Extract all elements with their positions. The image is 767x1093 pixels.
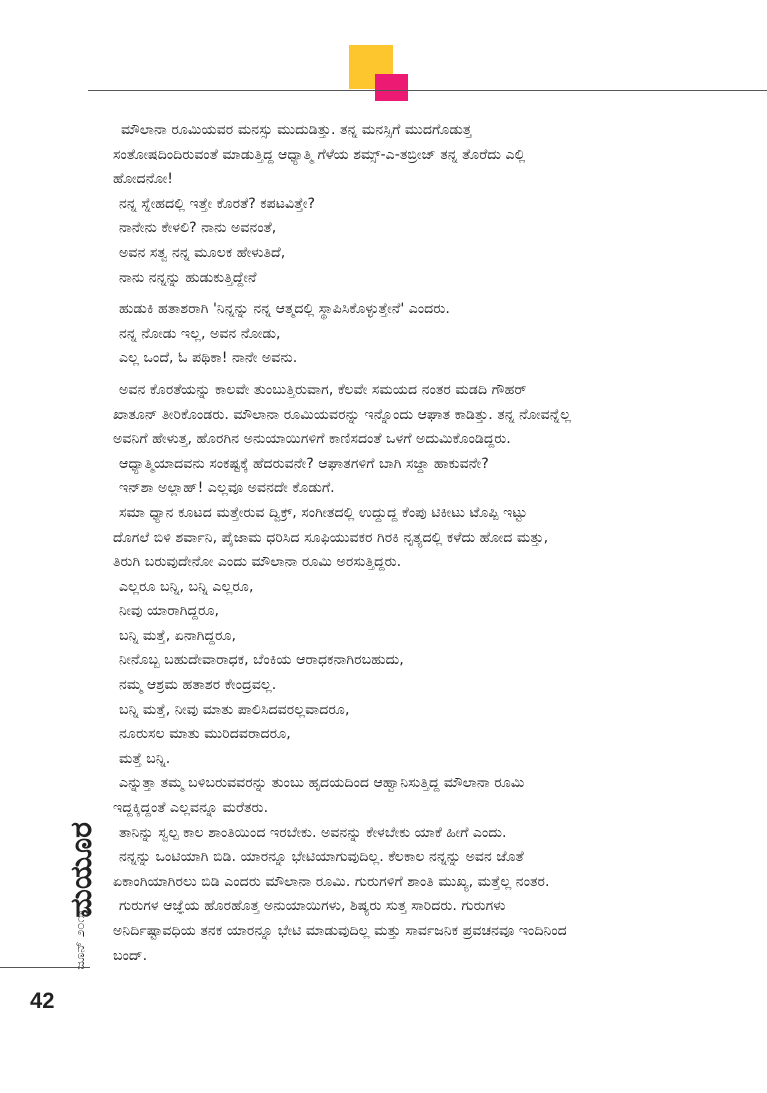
- decorative-pink-square: [375, 74, 408, 101]
- text-line: ಇನ್‌ಶಾ ಅಲ್ಲಾಹ್! ಎಲ್ಲವೂ ಅವನದೇ ಕೊಡುಗೆ.: [119, 480, 335, 497]
- text-line: ಅನಿರ್ದಿಷ್ಟಾವಧಿಯ ತನಕ ಯಾರನ್ನೂ ಭೇಟಿ ಮಾಡುವುದಿಲ್ಲ ಮತ್ತು ಸಾರ್ವಜನಿಕ ಪ್ರವಚನವೂ ಇಂದಿನಿಂದ: [113, 923, 567, 939]
- text-line: ಬನ್ನಿ ಮತ್ತೆ, ನೀವು ಮಾತು ಪಾಲಿಸಿದವರಲ್ಲವಾದರೂ,: [119, 701, 350, 718]
- paragraph-gap: [113, 290, 733, 297]
- text-line: ಏಕಾಂಗಿಯಾಗಿರಲು ಬಿಡಿ ಎಂದರು ಮೌಲಾನಾ ರೂಮಿ. ಗುರುಗಳಿಗೆ ಶಾಂತಿ ಮುಖ್ಯ, ಮತ್ತೆಲ್ಲ ನಂತರ.: [113, 873, 550, 890]
- text-line: ಎನ್ನುತ್ತಾ ತಮ್ಮ ಬಳಿಬರುವವರನ್ನು ತುಂಬು ಹೃದಯದಿಂದ ಆಹ್ವಾನಿಸುತ್ತಿದ್ದ ಮೌಲಾನಾ ರೂಮಿ: [119, 775, 525, 792]
- text-line: ನೀನೊಬ್ಬ ಬಹುದೇವಾರಾಧಕ, ಬೆಂಕಿಯ ಆರಾಧಕನಾಗಿರಬಹುದು,: [119, 652, 404, 669]
- text-line: ಸಂತೋಷದಿಂದಿರುವಂತೆ ಮಾಡುತ್ತಿದ್ದ ಆಧ್ಯಾತ್ಮಿ ಗೆಳೆಯ ಶಮ್ಸ್-ಎ-ತಬ್ರೀಜ್ ತನ್ನ ತೊರೆದು ಎಲ್ಲಿ: [113, 146, 526, 163]
- text-line: ಹೋದನೋ!: [113, 171, 173, 188]
- text-line: ನನ್ನ ನೋಡು ಇಲ್ಲ, ಅವನ ನೋಡು,: [119, 325, 281, 342]
- text-line: ಅವನ ಸತ್ವ ನನ್ನ ಮೂಲಕ ಹೇಳುತಿದೆ,: [119, 244, 286, 261]
- text-line: ನನ್ನನ್ನು ಒಂಟಿಯಾಗಿ ಬಿಡಿ. ಯಾರನ್ನೂ ಭೇಟಿಯಾಗುವುದಿಲ್ಲ. ಕೆಲಕಾಲ ನನ್ನನ್ನು ಅವನ ಜೊತೆ: [119, 849, 524, 866]
- text-line: ಬಂದ್.: [113, 947, 148, 964]
- text-line: ಎಲ್ಲ ಒಂದೆ, ಓ ಪಥಿಕಾ! ನಾನೇ ಅವನು.: [119, 350, 298, 367]
- text-line: ಮತ್ತೆ ಬನ್ನಿ.: [119, 750, 171, 767]
- text-line: ಮೌಲಾನಾ ರೂಮಿಯವರ ಮನಸ್ಸು ಮುದುಡಿತ್ತು. ತನ್ನ ಮನಸ್ಸಿಗೆ ಮುದಗೊಡುತ್ತ: [121, 122, 472, 138]
- text-line: ನಾನು ನನ್ನನ್ನು ಹುಡುಕುತ್ತಿದ್ದೇನೆ: [119, 269, 257, 286]
- text-line: ಇದ್ದಕ್ಕಿದ್ದಂತೆ ಎಲ್ಲವನ್ನೂ ಮರೆತರು.: [113, 800, 269, 817]
- footer-rule: [0, 967, 90, 968]
- text-line: ನೂರುಸಲ ಮಾತು ಮುರಿದವರಾದರೂ,: [119, 726, 291, 743]
- header-rule: [88, 90, 767, 91]
- text-line: ದೊಗಲೆ ಬಿಳಿ ಶರ್ವಾನಿ, ಪೈಜಾಮ ಧರಿಸಿದ ಸೂಫಿಯುವಕರ ಗಿರಕಿ ನೃತ್ಯದಲ್ಲಿ ಕಳೆದು ಹೋದ ಮತ್ತು,: [113, 529, 549, 546]
- text-line: ಖಾತೂನ್ ತೀರಿಕೊಂಡರು. ಮೌಲಾನಾ ರೂಮಿಯವರನ್ನು ಇನ್ನೊಂದು ಆಘಾತ ಕಾಡಿತ್ತು. ತನ್ನ ನೋವನ್ನೆಲ್ಲ: [113, 406, 572, 423]
- paragraph-gap: [113, 371, 733, 378]
- text-line: ಎಲ್ಲರೂ ಬನ್ನಿ, ಬನ್ನಿ ಎಲ್ಲರೂ,: [119, 578, 254, 595]
- issue-date-vertical: ಜೂನ್ ೨೦೧೯: [73, 908, 88, 970]
- text-line: ಅವನಿಗೆ ಹೇಳುತ್ತ, ಹೊರಗಿನ ಅನುಯಾಯಿಗಳಿಗೆ ಕಾಣಿಸದಂತೆ ಒಳಗೆ ಅದುಮಿಕೊಂಡಿದ್ದರು.: [113, 431, 511, 448]
- text-line: ನಾನೇನು ಕೇಳಲಿ? ನಾನು ಅವನಂತೆ,: [119, 220, 277, 237]
- article-body: [113, 118, 733, 968]
- text-line: ನನ್ನ ಸ್ನೇಹದಲ್ಲಿ ಇತ್ತೇ ಕೊರತೆ? ಕಪಟವಿತ್ತೇ?: [119, 195, 316, 212]
- text-line: ನೀವು ಯಾರಾಗಿದ್ದರೂ,: [119, 603, 220, 620]
- text-line: ಹುಡುಕಿ ಹತಾಶರಾಗಿ 'ನಿನ್ನನ್ನು ನನ್ನ ಆತ್ಮದಲ್ಲಿ ಸ್ಥಾಪಿಸಿಕೊಳ್ಳುತ್ತೇನೆ' ಎಂದರು.: [119, 301, 450, 318]
- text-line: ತಿರುಗಿ ಬರುವುದೇನೋ ಎಂದು ಮೌಲಾನಾ ರೂಮಿ ಅರಸುತ್ತಿದ್ದರು.: [113, 554, 402, 571]
- text-line: ಗುರುಗಳ ಆಜ್ಞೆಯ ಹೊರಹೊತ್ತ ಅನುಯಾಯಿಗಳು, ಶಿಷ್ಯರು ಸುತ್ತ ಸಾರಿದರು. ಗುರುಗಳು: [119, 898, 506, 915]
- text-line: ನಮ್ಮ ಆಶ್ರಮ ಹತಾಶರ ಕೇಂದ್ರವಲ್ಲ.: [119, 677, 277, 694]
- text-line: ಆಧ್ಯಾತ್ಮಿಯಾದವನು ಸಂಕಷ್ಟಕ್ಕೆ ಹೆದರುವನೇ? ಆಘಾತಗಳಿಗೆ ಬಾಗಿ ಸಜ್ದಾ ಹಾಕುವನೇ?: [119, 455, 489, 472]
- text-line: ತಾನಿನ್ನು ಸ್ವಲ್ಪ ಕಾಲ ಶಾಂತಿಯಿಂದ ಇರಬೇಕು. ಅವನನ್ನು ಕೇಳಬೇಕು ಯಾಕೆ ಹೀಗೆ ಎಂದು.: [119, 824, 507, 841]
- magazine-title-vertical: ಮಯೂರ: [64, 822, 99, 918]
- text-line: ಬನ್ನಿ ಮತ್ತೆ, ಏನಾಗಿದ್ದರೂ,: [119, 627, 237, 644]
- text-line: ಅವನ ಕೊರತೆಯನ್ನು ಕಾಲವೇ ತುಂಬುತ್ತಿರುವಾಗ, ಕೆಲವೇ ಸಮಯದ ನಂತರ ಮಡದಿ ಗೌಹರ್: [119, 381, 527, 398]
- page-number: 42: [30, 988, 55, 1013]
- text-line: ಸಮಾ ಧ್ಯಾನ ಕೂಟದ ಮತ್ತೇರುವ ದ್ವಿಕ್ರ್, ಸಂಗೀತದಲ್ಲಿ ಉದ್ದುದ್ದ ಕೆಂಪು ಟಿಕೀಟು ಟೊಪ್ಪಿ ಇಟ್ಟು: [119, 504, 528, 521]
